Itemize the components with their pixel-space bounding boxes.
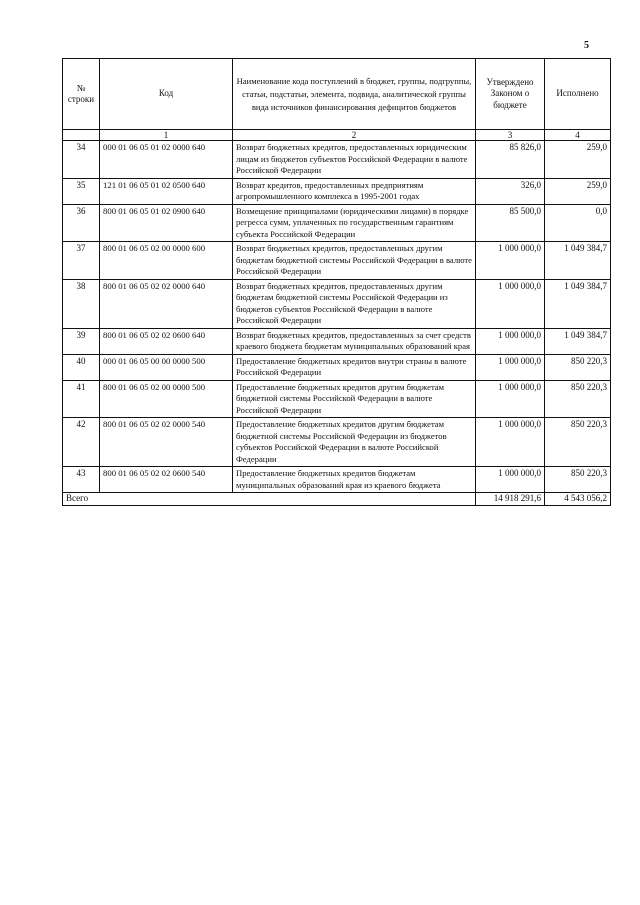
row-approved: 1 000 000,0 [476,242,545,280]
table-row [63,178,611,204]
row-code: 800 01 06 05 02 02 0000 640 [100,279,233,328]
row-approved: 1 000 000,0 [476,418,545,467]
row-number: 39 [63,328,100,354]
row-number: 38 [63,279,100,328]
row-approved: 1 000 000,0 [476,279,545,328]
row-name: Предоставление бюджетных кредитов другим бюджетам бюджетной системы Российской Федерации в валюте Российской Федерации [233,380,476,418]
row-number: 34 [63,141,100,179]
table-row [63,141,611,179]
table-row [63,204,611,242]
header-approved: Утверждено Законом о бюджете [476,59,545,130]
row-executed: 1 049 384,7 [545,242,611,280]
row-number: 37 [63,242,100,280]
column-number: 1 [100,130,233,141]
row-executed: 850 220,3 [545,354,611,380]
row-code: 000 01 06 05 01 02 0000 640 [100,141,233,179]
row-approved: 326,0 [476,178,545,204]
table-row [63,328,611,354]
total-row [63,493,611,506]
column-number: 2 [233,130,476,141]
row-code: 800 01 06 05 01 02 0900 640 [100,204,233,242]
table-row [63,279,611,328]
header-executed: Исполнено [545,59,611,130]
table-body [63,141,611,493]
row-code: 121 01 06 05 01 02 0500 640 [100,178,233,204]
page-number: 5 [584,40,589,51]
row-name: Предоставление бюджетных кредитов внутри страны в валюте Российской Федерации [233,354,476,380]
row-number: 42 [63,418,100,467]
row-number: 43 [63,467,100,493]
column-number: 4 [545,130,611,141]
row-executed: 850 220,3 [545,418,611,467]
row-number: 40 [63,354,100,380]
total-approved: 14 918 291,6 [476,493,545,506]
row-number: 41 [63,380,100,418]
row-approved: 1 000 000,0 [476,328,545,354]
row-code: 800 01 06 05 02 02 0600 640 [100,328,233,354]
row-name: Возврат кредитов, предоставленных предприятиям агропромышленного комплекса в 1995-2001 годах [233,178,476,204]
row-name: Предоставление бюджетных кредитов бюджетам муниципальных образований края из краевого бюджета [233,467,476,493]
row-code: 000 01 06 05 00 00 0000 500 [100,354,233,380]
row-executed: 1 049 384,7 [545,279,611,328]
table-row [63,354,611,380]
row-number: 36 [63,204,100,242]
row-name: Предоставление бюджетных кредитов другим бюджетам бюджетной системы Российской Федерации из бюджетов субъектов Российской Федерации в валюте Российской Федерации [233,418,476,467]
row-approved: 1 000 000,0 [476,467,545,493]
header-row-no: № строки [63,59,100,130]
row-name: Возврат бюджетных кредитов, предоставленных другим бюджетам бюджетной системы Российской Федерации из бюджетов субъектов Российской Федерации в валюте Российской Федерации [233,279,476,328]
row-approved: 1 000 000,0 [476,380,545,418]
row-name: Возврат бюджетных кредитов, предоставленных за счет средств краевого бюджета бюджетам муниципальных образований края [233,328,476,354]
row-code: 800 01 06 05 02 02 0000 540 [100,418,233,467]
table-row [63,418,611,467]
row-executed: 259,0 [545,141,611,179]
row-approved: 1 000 000,0 [476,354,545,380]
row-code: 800 01 06 05 02 02 0600 540 [100,467,233,493]
column-number-row [63,130,611,141]
row-executed: 0,0 [545,204,611,242]
table-header [63,59,611,141]
table-row [63,380,611,418]
row-name: Возмещение принципалами (юридическими лицами) в порядке регресса сумм, уплаченных по государственным гарантиям субъекта Российской Федерации [233,204,476,242]
budget-sources-table [62,58,611,506]
row-code: 800 01 06 05 02 00 0000 500 [100,380,233,418]
header-code: Код [100,59,233,130]
column-number: 3 [476,130,545,141]
row-name: Возврат бюджетных кредитов, предоставленных другим бюджетам бюджетной системы Российской Федерации в валюте Российской Федерации [233,242,476,280]
table-row [63,467,611,493]
column-number [63,130,100,141]
table-row [63,242,611,280]
total-executed: 4 543 056,2 [545,493,611,506]
row-executed: 1 049 384,7 [545,328,611,354]
row-approved: 85 826,0 [476,141,545,179]
row-executed: 850 220,3 [545,467,611,493]
total-label: Всего [63,493,476,506]
row-executed: 259,0 [545,178,611,204]
row-code: 800 01 06 05 02 00 0000 600 [100,242,233,280]
header-name: Наименование кода поступлений в бюджет, группы, подгруппы, статьи, подстатьи, элемента, подвида, аналитической группы вида источников финансирования дефицитов бюджетов [233,59,476,130]
row-approved: 85 500,0 [476,204,545,242]
row-name: Возврат бюджетных кредитов, предоставленных юридическим лицам из бюджетов субъектов Российской Федерации в валюте Российской Федерации [233,141,476,179]
row-executed: 850 220,3 [545,380,611,418]
row-number: 35 [63,178,100,204]
